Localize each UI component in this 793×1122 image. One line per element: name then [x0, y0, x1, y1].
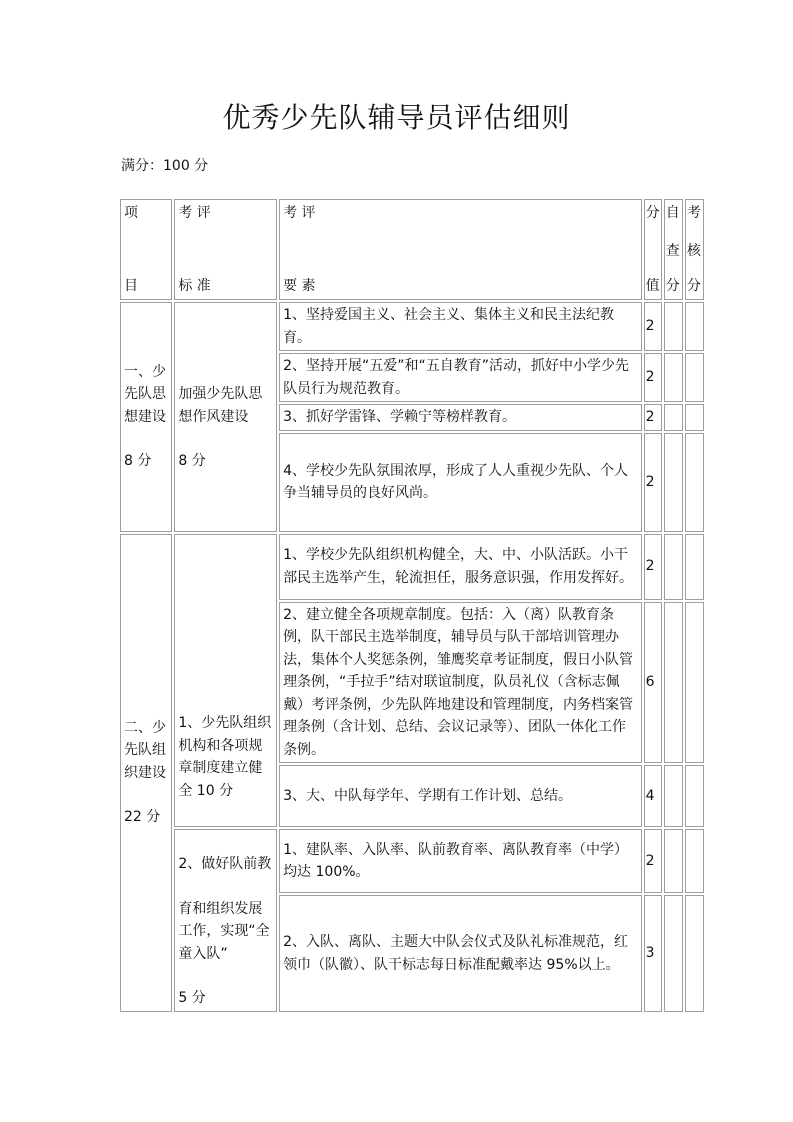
table-row	[120, 829, 704, 893]
criterion-text: 3、抓好学雷锋、学赖宁等榜样教育。	[279, 404, 642, 431]
criterion-text: 2、入队、离队、主题大中队会仪式及队礼标准规范，红领巾（队徽）、队干标志每日标准配戴率达 95%以上。	[279, 895, 642, 1012]
criterion-text: 2、坚持开展“五爱”和“五自教育”活动，抓好中小学少先队员行为规范教育。	[279, 353, 642, 402]
header-score-top: 分	[645, 205, 660, 221]
header-review-top: 考	[686, 205, 701, 221]
review-cell[interactable]	[685, 534, 704, 600]
criterion-text: 3、大、中队每学年、学期有工作计划、总结。	[279, 765, 642, 827]
header-self-mid: 查	[665, 243, 680, 259]
criterion-score: 4	[644, 765, 662, 827]
section2-standard-b-line2: 育和组织发展工作，实现“全童入队”	[178, 900, 270, 962]
header-elements-bottom: 要 素	[283, 277, 316, 294]
section1-standard	[174, 302, 277, 532]
header-row	[120, 199, 704, 300]
section2-item	[120, 534, 172, 1013]
self-check-cell[interactable]	[664, 829, 683, 893]
criterion-score: 2	[644, 534, 662, 600]
section2-standard-b-score: 5 分	[178, 990, 206, 1006]
review-cell[interactable]	[685, 895, 704, 1012]
section2-standard-a	[174, 534, 277, 828]
header-standard-bottom: 标 准	[178, 277, 211, 294]
criterion-score: 2	[644, 353, 662, 402]
review-cell[interactable]	[685, 829, 704, 893]
review-cell[interactable]	[685, 433, 704, 532]
page-title: 优秀少先队辅导员评估细则	[222, 101, 571, 134]
self-check-cell[interactable]	[664, 302, 683, 351]
review-cell[interactable]	[685, 353, 704, 402]
section1-standard-score: 8 分	[178, 453, 206, 469]
section2-item-score: 22 分	[124, 809, 161, 826]
header-self-bottom: 分	[665, 277, 680, 294]
section2-item-label: 二、少先队组织建设	[124, 719, 166, 781]
header-item	[120, 199, 172, 300]
section1-standard-label: 加强少先队思想作风建设	[178, 386, 263, 425]
section1-item-score: 8 分	[124, 453, 152, 470]
header-elements	[279, 199, 642, 300]
criterion-text: 1、建队率、入队率、队前教育率、离队教育率（中学）均达 100%。	[279, 829, 642, 893]
criterion-score: 2	[644, 433, 662, 532]
self-check-cell[interactable]	[664, 895, 683, 1012]
self-check-cell[interactable]	[664, 404, 683, 431]
section1-item	[120, 302, 172, 532]
full-score: 满分：100 分	[121, 158, 209, 174]
criterion-text: 2、建立健全各项规章制度。包括：入（离）队教育条例，队干部民主选举制度，辅导员与队干部培训管理办法，集体个人奖惩条例，雏鹰奖章考证制度，假日小队管理条例，“手拉手”结对联谊制度，队员礼仪（含标志佩戴）考评条例，少先队阵地建设和管理制度，内务档案管理条例（含计划、总结、会议记录等）、团队一体化工作条例。	[279, 602, 642, 764]
table-row	[120, 534, 704, 600]
header-elements-top: 考 评	[283, 205, 316, 221]
section1-item-label: 一、少先队思想建设	[124, 363, 166, 425]
criterion-text: 1、学校少先队组织机构健全，大、中、小队活跃。小干部民主选举产生，轮流担任，服务意识强，作用发挥好。	[279, 534, 642, 600]
section2-standard-a-label: 1、少先队组织机构和各项规章制度建立健全 10 分	[178, 715, 272, 799]
section2-standard-b	[174, 829, 277, 1012]
header-score-bottom: 值	[645, 277, 660, 294]
self-check-cell[interactable]	[664, 534, 683, 600]
self-check-cell[interactable]	[664, 765, 683, 827]
header-self-check	[664, 199, 683, 300]
header-item-bottom: 目	[124, 277, 138, 294]
self-check-cell[interactable]	[664, 602, 683, 764]
header-score	[644, 199, 662, 300]
criterion-text: 4、学校少先队氛围浓厚，形成了人人重视少先队、个人争当辅导员的良好风尚。	[279, 433, 642, 532]
review-cell[interactable]	[685, 765, 704, 827]
header-item-top: 项	[124, 205, 138, 221]
criterion-score: 2	[644, 404, 662, 431]
header-review-bottom: 分	[686, 277, 701, 294]
section2-standard-b-line1: 2、做好队前教	[178, 856, 272, 872]
table-row	[120, 302, 704, 351]
header-self-top: 自	[665, 205, 680, 221]
review-cell[interactable]	[685, 302, 704, 351]
review-cell[interactable]	[685, 404, 704, 431]
header-standard-top: 考 评	[178, 205, 211, 221]
self-check-cell[interactable]	[664, 353, 683, 402]
evaluation-table	[118, 197, 706, 1014]
header-review	[685, 199, 704, 300]
header-review-mid: 核	[686, 243, 701, 259]
criterion-score: 6	[644, 602, 662, 764]
review-cell[interactable]	[685, 602, 704, 764]
header-standard	[174, 199, 277, 300]
criterion-text: 1、坚持爱国主义、社会主义、集体主义和民主法纪教育。	[279, 302, 642, 351]
criterion-score: 2	[644, 302, 662, 351]
criterion-score: 3	[644, 895, 662, 1012]
criterion-score: 2	[644, 829, 662, 893]
self-check-cell[interactable]	[664, 433, 683, 532]
